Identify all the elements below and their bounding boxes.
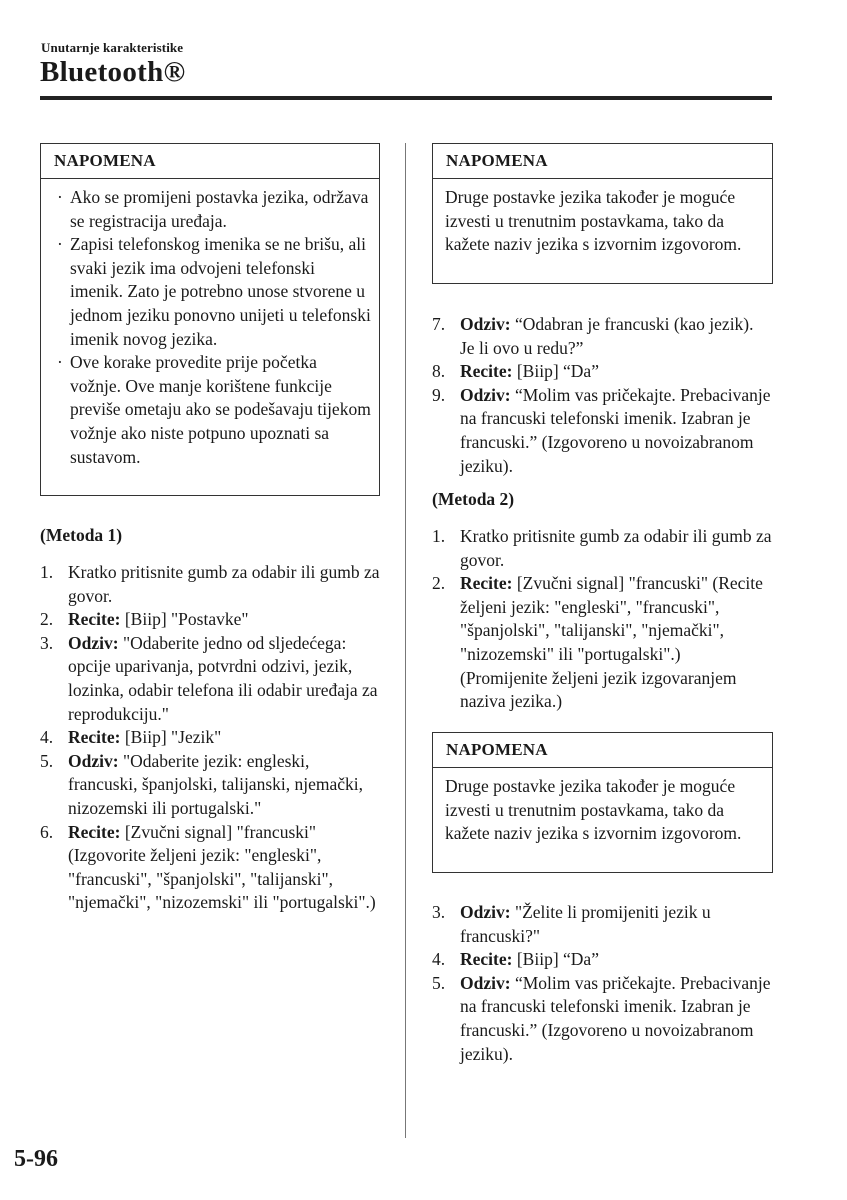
step-number: 6. xyxy=(40,821,54,842)
step-text: “Odabran je francuski (kao jezik). Je li ovo u redu?” xyxy=(460,314,754,358)
step-keyword: Recite: xyxy=(460,573,513,594)
note-bullet xyxy=(53,233,371,351)
step-text: "Odaberite jezik: engleski, francuski, španjolski, talijanski, njemački, nizozemski ili portugalski." xyxy=(68,750,364,818)
step-item xyxy=(40,750,380,821)
step-text: [Biip] "Postavke" xyxy=(120,609,249,630)
step-item xyxy=(40,726,380,750)
note-box-right-1 xyxy=(432,143,773,284)
note-body: Druge postavke jezika također je moguće izvesti u trenutnim postavkama, tako da kažete naziv jezika s izvornim izgovorom. xyxy=(445,187,742,255)
step-item xyxy=(40,608,380,632)
steps-7-9 xyxy=(432,313,772,478)
step-number: 7. xyxy=(432,314,446,334)
header-rule xyxy=(40,96,772,100)
step-keyword: Odziv: xyxy=(460,384,511,405)
step-keyword: Recite: xyxy=(68,727,121,748)
step-text: "Želite li promijeniti jezik u francuski?" xyxy=(460,902,711,946)
step-keyword: Odziv: xyxy=(68,750,119,771)
step-item xyxy=(432,360,772,384)
note-body xyxy=(41,179,379,469)
page-title: Bluetooth® xyxy=(40,56,186,88)
step-number: 8. xyxy=(432,361,446,382)
note-bullet xyxy=(53,351,371,469)
step-keyword: Recite: xyxy=(68,609,121,630)
step-number: 3. xyxy=(40,632,54,653)
step-number: 3. xyxy=(432,902,446,922)
step-text: "Odaberite jedno od sljedećega: opcije uparivanja, potvrdni odzivi, jezik, lozinka, odabir telefona ili odabir uređaja za reprodukciju." xyxy=(68,632,378,724)
bullet-dot-icon: · xyxy=(57,352,63,373)
step-number: 4. xyxy=(40,727,54,748)
note-box-left xyxy=(40,143,380,496)
step-number: 2. xyxy=(40,609,54,630)
step-keyword: Odziv: xyxy=(460,902,511,922)
note-bullet-text: Zapisi telefonskog imenika se ne brišu, ali svaki jezik ima odvojeni telefonski imenik. Zato je potrebno unose stvorene u jednom jeziku ponovno unijeti u telefonski imenik novog jezika. xyxy=(70,234,371,349)
step-item xyxy=(432,972,772,1066)
column-divider xyxy=(405,143,406,1138)
step-number: 1. xyxy=(40,562,54,582)
method-1-steps xyxy=(40,561,380,915)
step-number: 5. xyxy=(40,750,54,771)
step-text: Kratko pritisnite gumb za odabir ili gumb za govor. xyxy=(460,526,772,570)
step-number: 5. xyxy=(432,972,446,993)
step-keyword: Odziv: xyxy=(460,972,511,993)
step-text: [Zvučni signal] "francuski" (Recite željeni jezik: "engleski", "francuski", "španjolski", "talijanski", "njemački", "nizozemski" ili "portugalski".) (Promijenite željeni jezik izgovaranjem naziva jezika.) xyxy=(460,573,763,712)
method-2-title: (Metoda 2) xyxy=(432,489,515,509)
step-keyword: Recite: xyxy=(460,361,513,382)
step-keyword: Recite: xyxy=(68,821,121,842)
note-body: Druge postavke jezika također je moguće izvesti u trenutnim postavkama, tako da kažete naziv jezika s izvornim izgovorom. xyxy=(445,776,742,844)
page-number: 5-96 xyxy=(14,1146,58,1172)
note-heading: NAPOMENA xyxy=(433,733,772,768)
step-item xyxy=(432,384,772,478)
step-keyword: Odziv: xyxy=(68,632,119,653)
step-number: 1. xyxy=(432,526,446,546)
step-number: 4. xyxy=(432,949,446,970)
step-text: [Biip] “Da” xyxy=(512,949,599,970)
bullet-dot-icon: · xyxy=(57,234,63,255)
step-text: [Zvučni signal] "francuski" (Izgovorite željeni jezik: "engleski", "francuski", "španjolski", "talijanski", "njemački", "nizozemski" ili "portugalski".) xyxy=(68,821,376,913)
method-1-title: (Metoda 1) xyxy=(40,525,123,545)
step-item xyxy=(432,572,772,714)
step-item xyxy=(432,948,772,972)
note-bullet-text: Ako se promijeni postavka jezika, održava se registracija uređaja. xyxy=(70,187,369,231)
note-bullet-text: Ove korake provedite prije početka vožnje. Ove manje korištene funkcije previše ometaju ako se podešavaju tijekom vožnje ako niste potpuno upoznati sa sustavom. xyxy=(70,352,371,467)
step-text: Kratko pritisnite gumb za odabir ili gumb za govor. xyxy=(68,562,380,606)
step-text: [Biip] "Jezik" xyxy=(120,727,222,748)
note-heading: NAPOMENA xyxy=(433,144,772,179)
step-item xyxy=(40,821,380,915)
note-box-right-2 xyxy=(432,732,773,873)
step-text: [Biip] “Da” xyxy=(512,361,599,382)
step-text: “Molim vas pričekajte. Prebacivanje na francuski telefonski imenik. Izabran je francuski.” (Izgovoreno u novoizabranom jeziku). xyxy=(460,972,771,1064)
note-bullet xyxy=(53,186,371,233)
step-keyword: Odziv: xyxy=(460,314,511,334)
note-heading: NAPOMENA xyxy=(41,144,379,179)
step-number: 9. xyxy=(432,384,446,405)
step-text: “Molim vas pričekajte. Prebacivanje na francuski telefonski imenik. Izabran je francuski.” (Izgovoreno u novoizabranom jeziku). xyxy=(460,384,771,476)
step-item xyxy=(432,901,772,948)
step-item xyxy=(40,561,380,608)
method-2-steps xyxy=(432,525,772,714)
step-keyword: Recite: xyxy=(460,949,513,970)
bullet-dot-icon: · xyxy=(57,187,63,207)
step-item xyxy=(432,313,772,360)
step-item xyxy=(432,525,772,572)
steps-3-5 xyxy=(432,901,772,1066)
step-number: 2. xyxy=(432,573,446,594)
section-label: Unutarnje karakteristike xyxy=(41,40,184,55)
step-item xyxy=(40,632,380,726)
